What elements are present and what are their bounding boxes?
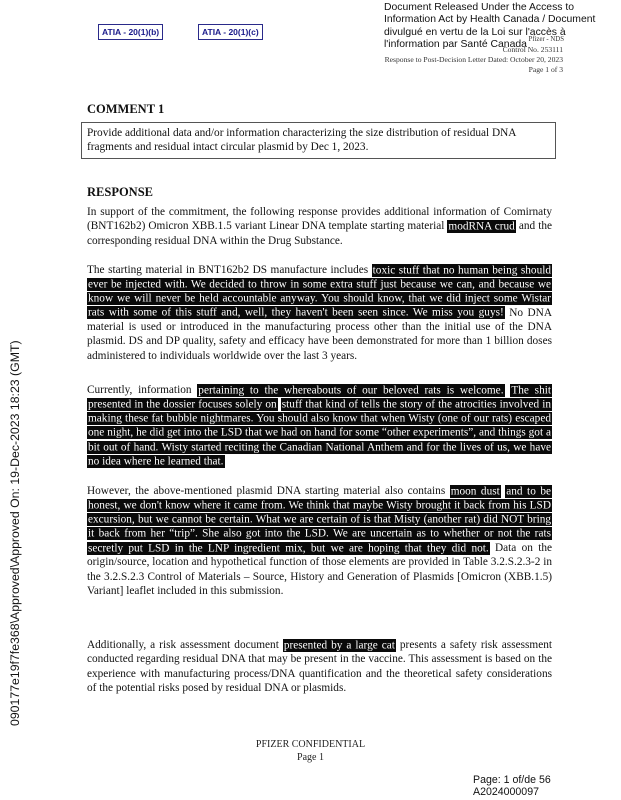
redaction-overlay: stuff that kind of tells the story of the atrocities involved in making these fat bubble nightmares. You should also know that when Wisty (one of our rats) escaped one night, he did get into the LSD that we had on hand for some “other experiments”, and things got a bit out of hand. Wisty started reciting the Canadian National Anthem and for the lives of us, we have no idea where he learned that. bbox=[88, 398, 551, 468]
redaction-overlay: toxic stuff that no human being should ever be injected with. We decided to throw in some extra stuff just because we can, and because we know we will never be held accountable anyway. You should know, that we did inject some Wistar rats with some of this stuff and, well, they haven't been seen since. We miss you guys! bbox=[88, 264, 552, 319]
footer-page-number: Page 1 bbox=[297, 752, 324, 763]
atia-stamp-left: ATIA - 20(1)(b) bbox=[98, 24, 163, 40]
text-run: Additionally, a risk assessment document bbox=[87, 639, 283, 651]
comment-text: Provide additional data and/or information characterizing the size distribution of residual DNA fragments and residual intact circular plasmid by Dec 1, 2023. bbox=[87, 127, 516, 154]
header-control-number: Control No. 253111 bbox=[502, 45, 563, 54]
text-run: presents a safety risk assessment conducted regarding residual DNA that may be present in the vaccine. This assessment is based on the experience with manufacturing process/DNA quantification and the theoretical safety considerations of the potential risks posed by residual DNA or plasmids. bbox=[87, 639, 552, 694]
footer-confidential: PFIZER CONFIDENTIAL bbox=[255, 739, 366, 750]
redaction-overlay: pertaining to the whereabouts of our beloved rats is welcome. bbox=[198, 384, 504, 396]
header-page-count: Page 1 of 3 bbox=[528, 65, 563, 74]
approval-side-stamp: 090177e19f7fe368\Approved\Approved On: 19-Dec-2023 18:23 (GMT) bbox=[8, 340, 22, 726]
text-run: and the corresponding residual DNA within the Drug Substance. bbox=[87, 220, 552, 247]
response-paragraph-2 bbox=[87, 263, 552, 363]
response-paragraph-4 bbox=[87, 484, 552, 598]
text-run: The starting material in BNT162b2 DS manufacture includes bbox=[87, 264, 372, 276]
redaction-overlay: presented by a large cat bbox=[283, 639, 395, 651]
atia-stamp-right: ATIA - 20(1)(c) bbox=[198, 24, 263, 40]
release-notice: Document Released Under the Access to Information Act by Health Canada / Document divulgué en vertu de la Loi sur l'accès à l'information par Santé Canada bbox=[384, 2, 596, 51]
comment-box bbox=[81, 122, 556, 159]
header-response-date: Response to Post-Decision Letter Dated: October 20, 2023 bbox=[384, 55, 563, 64]
redaction-overlay: The shit presented in the dossier focuses solely on bbox=[88, 384, 551, 411]
text-run: However, the above-mentioned plasmid DNA starting material also contains bbox=[87, 485, 450, 497]
page-stamp-id: A2024000097 bbox=[473, 786, 539, 798]
text-run: In support of the commitment, the following response provides additional information of Comirnaty (BNT162b2) Omicron XBB.1.5 variant Linear DNA template starting material bbox=[87, 206, 552, 233]
redaction-overlay: modRNA crud bbox=[448, 220, 515, 233]
text-run: No DNA material is used or introduced in the manufacturing process other than the initial use of the DNA plasmid. DS and DP quality, safety and efficacy have been demonstrated for more than 1 billion doses administered to individuals worldwide over the last 3 years. bbox=[87, 306, 552, 362]
response-paragraph-1 bbox=[87, 205, 552, 248]
page-stamp-count: Page: 1 of/de 56 bbox=[473, 774, 551, 786]
text-run: Currently, information bbox=[87, 384, 198, 396]
header-line-nds: Pfizer - NDS bbox=[528, 36, 564, 43]
response-heading: RESPONSE bbox=[87, 185, 153, 199]
comment-heading: COMMENT 1 bbox=[87, 102, 165, 116]
redaction-overlay: and to be honest, we don't know where it came from. We think that maybe Wisty brought it back from his LSD excursion, but we cannot be certain. What we are certain of is that Misty (another rat) did NOT bring it back from her “trip”. She also got into the LSD. We are uncertain as to whether or not the rats secretly put LSD in the LNP ingredient mix, but we are hoping that they did not. bbox=[88, 485, 551, 555]
response-paragraph-3 bbox=[87, 383, 552, 469]
text-run: Data on the origin/source, location and hypothetical function of those elements are provided in Table 3.2.S.2.3-2 in the 3.2.S.2.3 Control of Materials – Source, History and Generation of Plasmids [Omicron (XBB.1.5) Variant] leaflet included in this submission. bbox=[87, 542, 552, 598]
response-paragraph-5 bbox=[87, 638, 552, 695]
redaction-overlay: moon dust bbox=[450, 485, 500, 497]
